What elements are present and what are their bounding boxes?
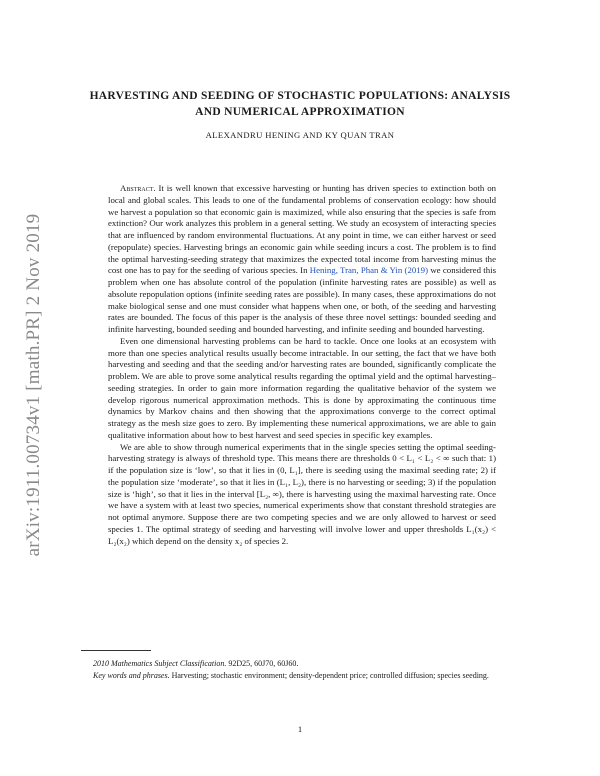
paper-body <box>108 183 496 547</box>
paper-authors: ALEXANDRU HENING AND KY QUAN TRAN <box>205 130 395 140</box>
body-paragraph-2: Even one dimensional harvesting problems can be hard to tackle. Once one looks at an ecosystem with more than one species analytical results usually become intractable. In our setting, the fact that we have both harvesting and seeding and that the seeding and/or harvesting rates are bounded, significantly complicate the problem. We are able to prove some analytical results regarding the optimal yield and the optimal harvesting–seeding strategies. In order to gain more information regarding the qualitative behavior of the system we develop rigorous numerical approximation methods. This is done by approximating the continuous time dynamics by Markov chains and then showing that the approximations converge to the correct optimal strategy as the mesh size goes to zero. By implementing these numerical approximations, we are able to gain qualitative information about how to best harvest and seed species in specific key examples. <box>108 335 496 440</box>
footnote-msc-label: 2010 Mathematics Subject Classification. <box>93 659 227 668</box>
page-number: 1 <box>297 724 303 734</box>
footnote-keywords-label: Key words and phrases. <box>93 670 170 680</box>
abstract-text-part2: we considered this problem when one has absolute control of the population (infinite harvesting rates are possible) as well as absolute repopulation options (infinite seeding rates are possible). In many cases, these approximations do not make biological sense and one must consider what happens when one, or both, of the seeding and harvesting rates are bounded. The focus of this paper is the analysis of these three novel settings: bounded seeding and infinite harvesting, bounded seeding and bounded harvesting, and infinite seeding and bounded harvesting. <box>108 265 497 334</box>
footnote-msc-codes: 92D25, 60J70, 60J60. <box>228 659 299 668</box>
footnote-divider <box>81 650 151 651</box>
footnote-msc <box>81 658 521 670</box>
abstract-text-part1: It is well known that excessive harvesting or hunting has driven species to extinction both on local and global scales. This leads to one of the fundamental problems of conservation ecology: how should we harvest a population so that economic gain is maximized, while also ensuring that the species is safe from extinction? Our work analyzes this problem in a general setting. We study an ecosystem of interacting species that are influenced by random environmental fluctuations. At any point in time, we can either harvest or seed (repopulate) species. Harvesting brings an economic gain while seeding incurs a cost. The problem is to find the optimal harvesting-seeding strategy that maximizes the expected total income from harvesting minus the cost one has to pay for the seeding of various species. In <box>108 183 496 276</box>
footnotes <box>81 658 521 681</box>
paper-title: HARVESTING AND SEEDING OF STOCHASTIC POPULATIONS: ANALYSIS AND NUMERICAL APPROXIMATION <box>89 90 511 118</box>
footnote-keywords <box>81 670 521 682</box>
arxiv-id-text: arXiv:1911.00734v1 [math.PR] 2 Nov 2019 <box>23 213 44 557</box>
abstract-label: Abstract. <box>120 183 156 193</box>
citation-link[interactable]: Hening, Tran, Phan & Yin (2019) <box>309 265 429 276</box>
body-paragraph-3: We are able to show through numerical experiments that in the single species setting the optimal seeding-harvesting strategy is always of threshold type. This means there are thresholds 0 < L₁ < L₂ < ∞ such that: 1) if the population size is ‘low’, so that it lies in (0, L₁], there is seeding using the maximal seeding rate; 2) if the population size ‘moderate’, so that it lies in (L₁, L₂), there is no harvesting or seeding; 3) if the population size is ‘high’, so that it lies in the interval [L₂, ∞), there is harvesting using the maximal harvesting rate. Once we have a system with at least two species, numerical experiments show that constant threshold strategies are not optimal anymore. Suppose there are two competing species and we are only allowed to harvest or seed species 1. The optimal strategy of seeding and harvesting will involve lower and upper thresholds L₁(x₂) < L₂(x₂) which depend on the density x₂ of species 2. <box>108 441 496 546</box>
arxiv-identifier-stamp <box>20 195 48 575</box>
footnote-keywords-text: Harvesting; stochastic environment; density-dependent price; controlled diffusion; species seeding. <box>171 670 489 680</box>
abstract-paragraph <box>108 183 496 336</box>
